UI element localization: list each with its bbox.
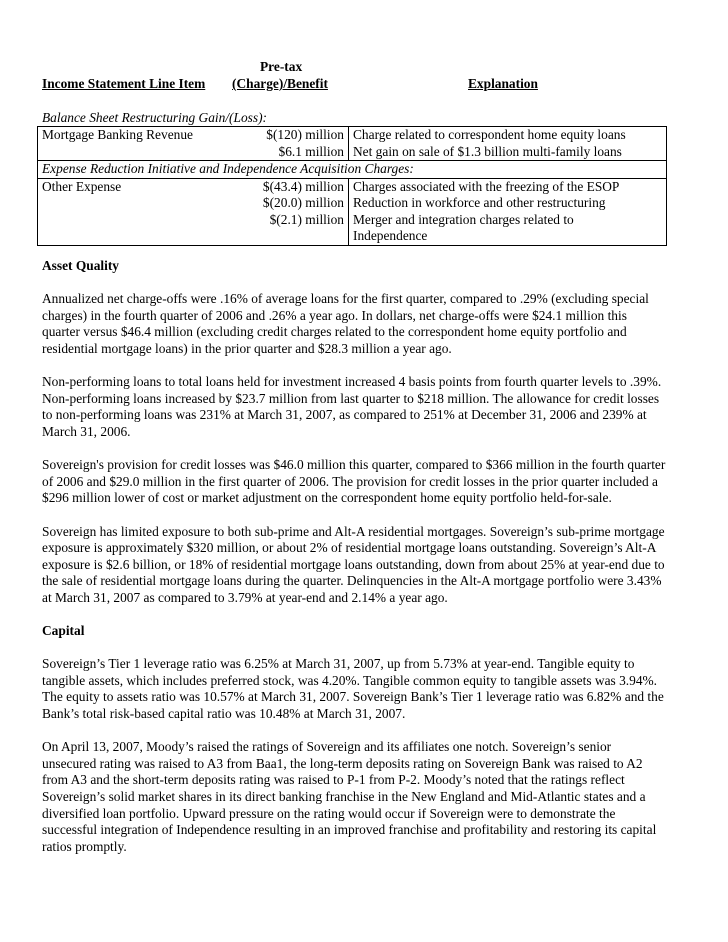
row-amount: $(43.4) million xyxy=(234,178,349,195)
asset-quality-paragraph: Sovereign's provision for credit losses was $46.0 million this quarter, compared to $366 million in the fourth quarter of 2006 and $29.0 million in the first quarter of 2006. The provision for credit losses in the prior quarter included a $296 million lower of cost or market adjustment on the correspondent home equity portfolio held-for-sale. xyxy=(42,457,666,506)
charges-table xyxy=(37,126,667,246)
table-row xyxy=(38,144,667,161)
asset-quality-paragraph: Annualized net charge-offs were .16% of average loans for the first quarter, compared to .29% (excluding special charges) in the fourth quarter of 2006 and .26% a year ago. In dollars, net charge-offs were $24.1 million this quarter versus $46.4 million (excluding credit charges related to the correspondent home equity portfolio and residential mortgage loans) in the prior quarter and $28.3 million a year ago. xyxy=(42,291,649,356)
row-explanation: Reduction in workforce and other restructuring xyxy=(349,195,667,212)
row-explanation: Charges associated with the freezing of the ESOP xyxy=(349,178,667,195)
body-text xyxy=(42,258,666,872)
row-amount: $(2.1) million xyxy=(234,212,349,229)
row-explanation: Merger and integration charges related to xyxy=(349,212,667,229)
row-item: Other Expense xyxy=(38,178,235,195)
table-row xyxy=(38,212,667,229)
asset-quality-heading: Asset Quality xyxy=(42,258,119,273)
row-amount: $(20.0) million xyxy=(234,195,349,212)
table-row xyxy=(38,228,667,245)
header-line-item: Income Statement Line Item xyxy=(42,76,206,91)
document-page xyxy=(42,58,666,854)
row-item xyxy=(38,144,235,161)
table-row xyxy=(38,195,667,212)
table-row xyxy=(38,127,667,144)
table-header xyxy=(42,58,666,94)
row-explanation: Charge related to correspondent home equity loans xyxy=(349,127,667,144)
row-item: Mortgage Banking Revenue xyxy=(38,127,235,144)
row-item xyxy=(38,212,235,229)
header-charge-benefit: (Charge)/Benefit xyxy=(232,76,328,91)
expense-reduction-heading: Expense Reduction Initiative and Independence Acquisition Charges: xyxy=(38,161,667,179)
row-item xyxy=(38,228,235,245)
capital-paragraph: On April 13, 2007, Moody’s raised the ratings of Sovereign and its affiliates one notch. Sovereign’s senior unsecured rating was raised to A3 from Baa1, the long-term deposits rating on Sovereign Bank was raised to A2 from A3 and the short-term deposits rating was raised to P-1 from P-2. Moody’s noted that the ratings reflect Sovereign’s solid market shares in its direct banking franchise in the New England and Mid-Atlantic states and a diversified loan portfolio. Upward pressure on the rating would occur if Sovereign were to demonstrate the successful integration of Independence resulting in an improved franchise and profitability and restoring its capital ratios promptly. xyxy=(42,739,657,854)
asset-quality-paragraph: Sovereign has limited exposure to both sub-prime and Alt-A residential mortgages. Sovereign’s sub-prime mortgage exposure is approximately $320 million, or about 2% of residential mortgage loans outstanding. Sovereign’s Alt-A exposure is $2.6 billion, or 18% of residential mortgage loans outstanding, down from about 25% at year-end due to the sale of residential mortgage loans during the quarter. Delinquencies in the Alt-A mortgage portfolio were 3.43% at March 31, 2007 as compared to 3.79% at year-end and 2.14% a year ago. xyxy=(42,523,665,605)
header-pretax: Pre-tax xyxy=(260,59,303,74)
row-explanation: Independence xyxy=(349,228,667,245)
header-explanation: Explanation xyxy=(468,76,538,91)
row-explanation: Net gain on sale of $1.3 billion multi-family loans xyxy=(349,144,667,161)
row-amount: $(120) million xyxy=(234,127,349,144)
row-amount xyxy=(234,228,349,245)
table-row xyxy=(38,178,667,195)
capital-heading: Capital xyxy=(42,623,85,639)
row-amount: $6.1 million xyxy=(234,144,349,161)
capital-paragraph: Sovereign’s Tier 1 leverage ratio was 6.25% at March 31, 2007, up from 5.73% at year-end. Tangible equity to tangible assets, which includes preferred stock, was 4.20%. Tangible common equity to tangible assets was 3.94%. The equity to assets ratio was 10.57% at March 31, 2007. Sovereign Bank’s Tier 1 leverage ratio was 6.82% and the Bank’s total risk-based capital ratio was 10.48% at March 31, 2007. xyxy=(42,656,664,722)
asset-quality-paragraph: Non-performing loans to total loans held for investment increased 4 basis points from fourth quarter levels to .39%. Non-performing loans increased by $23.7 million from last quarter to $218 million. The allowance for credit losses to non-performing loans was 231% at March 31, 2007, as compared to 251% at December 31, 2006 and 239% at March 31, 2006. xyxy=(42,374,662,439)
group-heading-row xyxy=(38,161,667,179)
balance-sheet-heading: Balance Sheet Restructuring Gain/(Loss): xyxy=(42,110,267,125)
row-item xyxy=(38,195,235,212)
